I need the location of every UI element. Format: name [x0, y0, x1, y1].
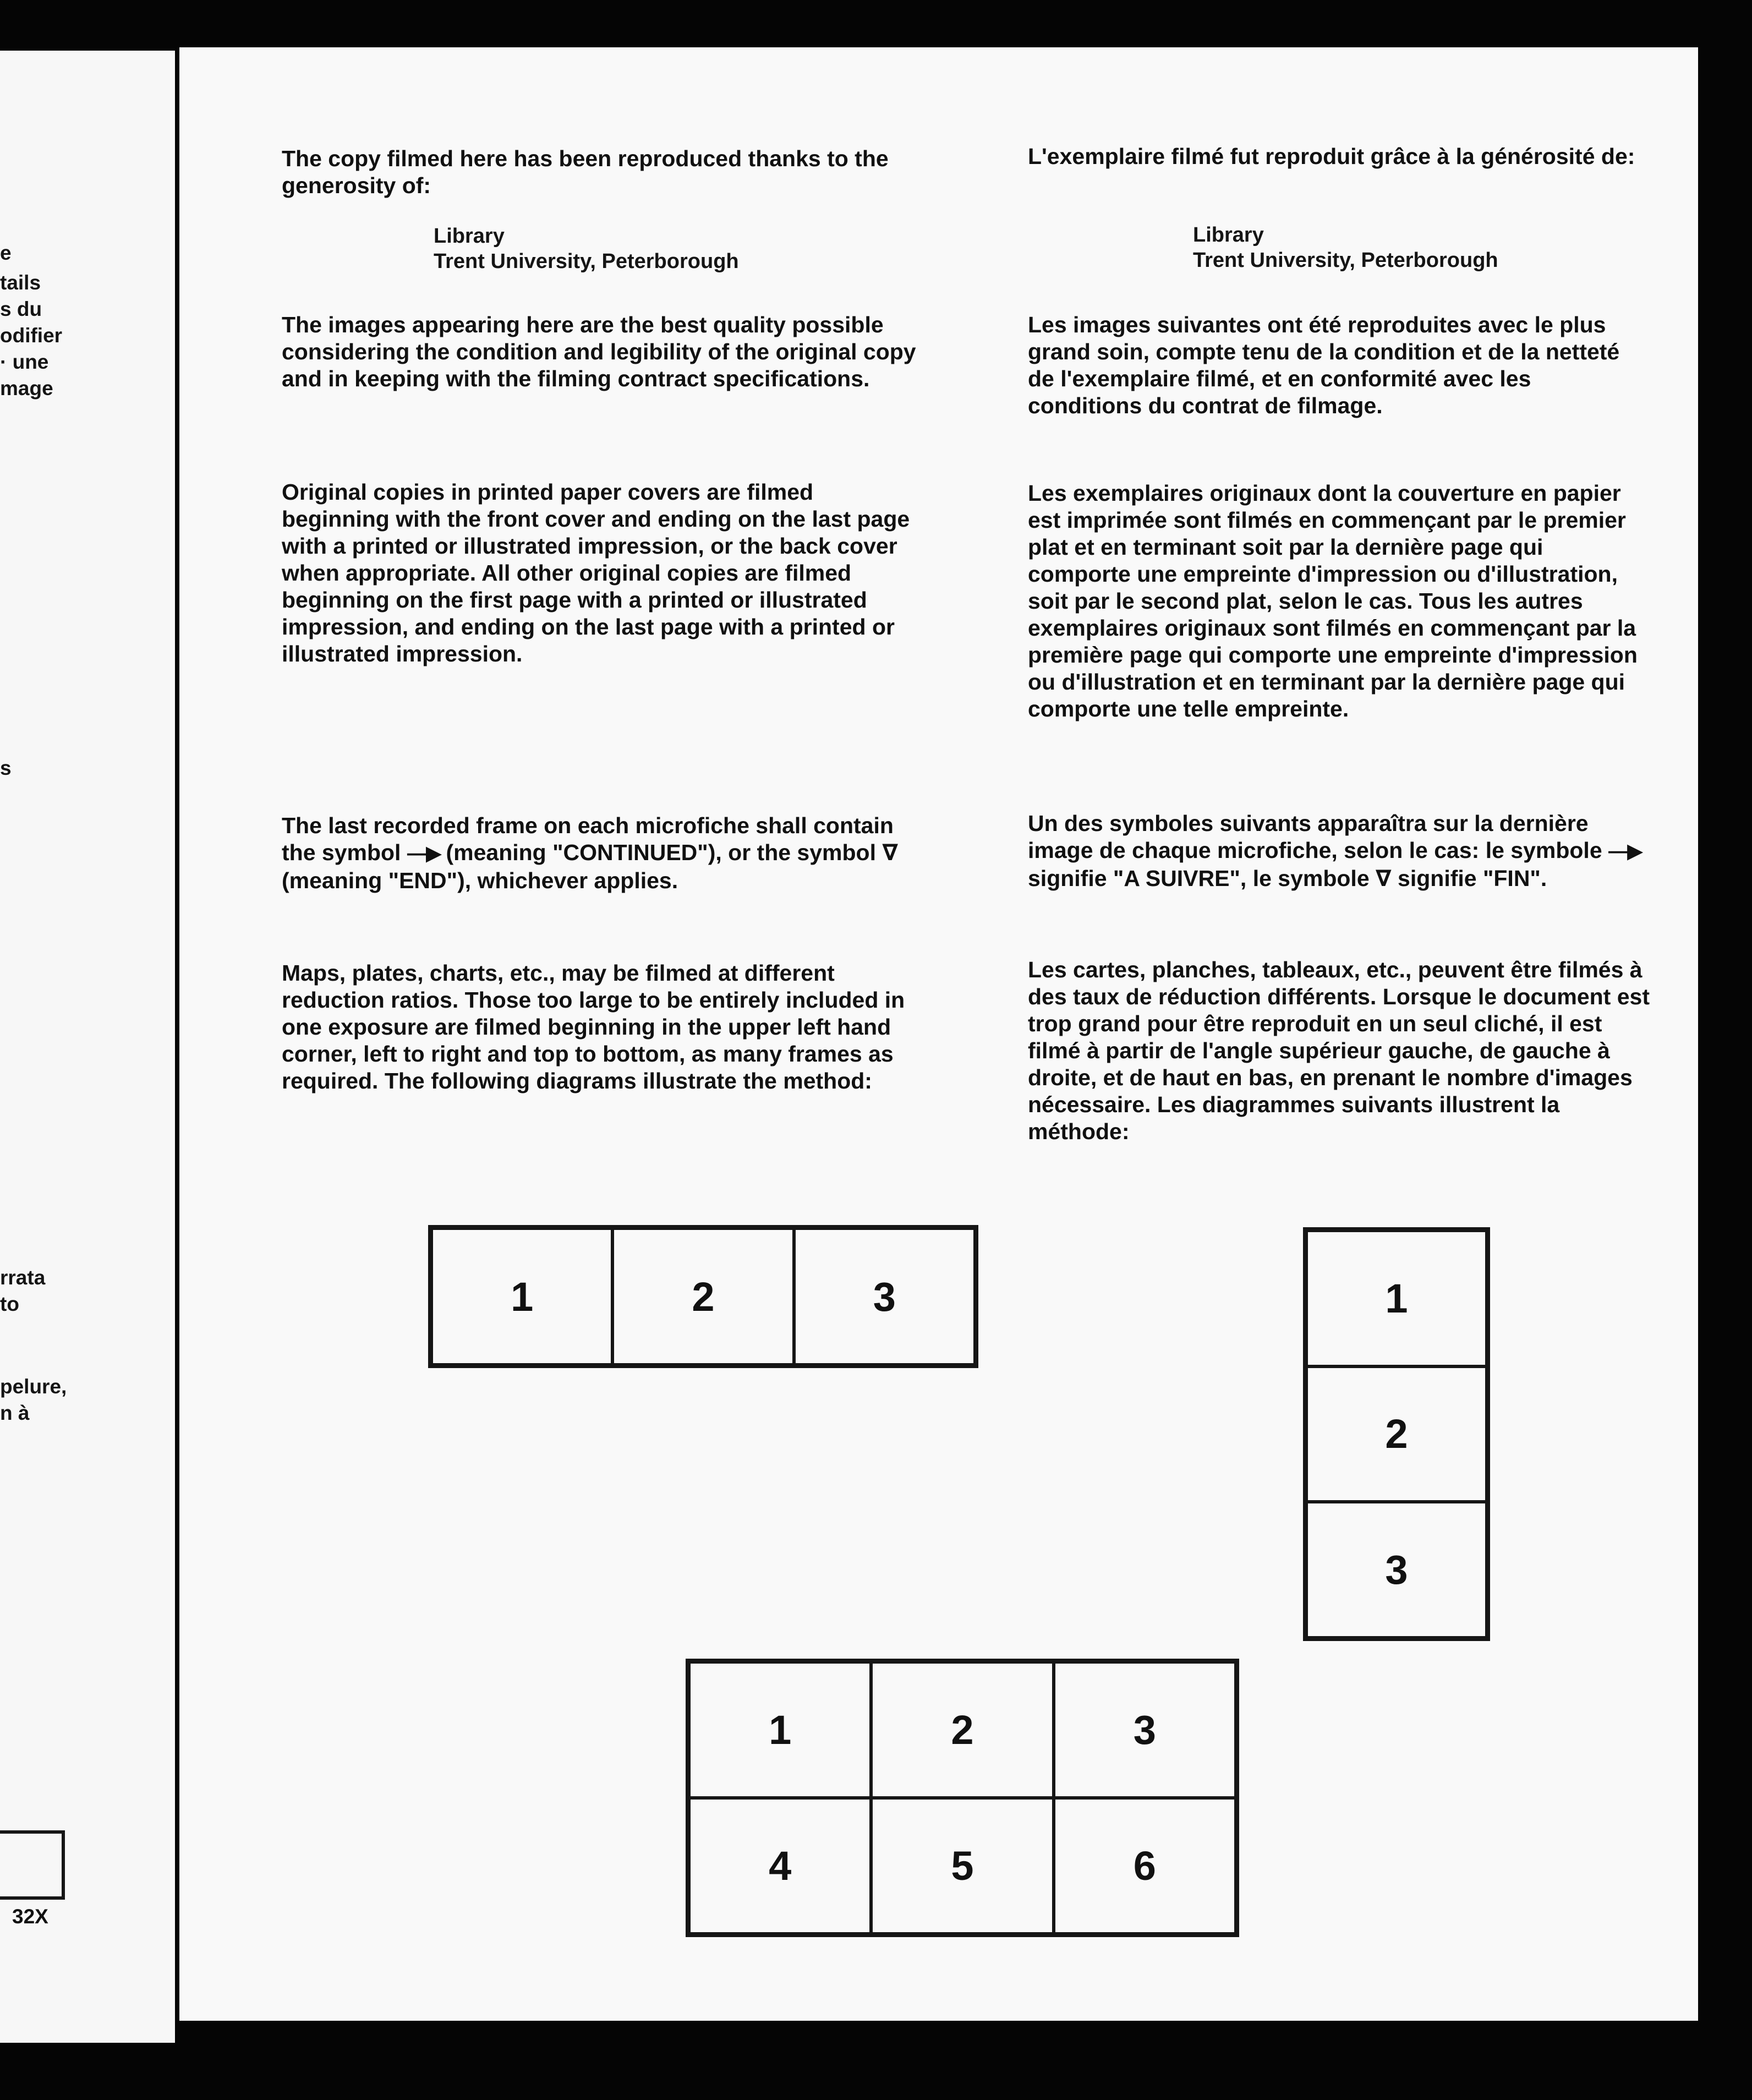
library-name: Library	[1193, 223, 1264, 247]
symbol-text-1: Un des symboles suivants apparaîtra sur la dernière image de chaque microfiche, selon le cas: le symbole	[1028, 811, 1602, 863]
frame-cell: 1	[1306, 1231, 1487, 1366]
frame-cell: 2	[1306, 1366, 1487, 1502]
french-covers: Les exemplaires originaux dont la couverture en papier est imprimée sont filmés en commençant par le premier plat et en terminant soit par la dernière page qui comporte une empreinte d'impression ou d'illustration, soit par le second plat, selon le cas. Tous les autres exemplaires originaux sont filmés en commençant par la première page qui comporte une empreinte d'impression ou d'illustration et en terminant par la dernière page qui comporte une telle empreinte.	[1028, 480, 1638, 721]
symbol-text-1: The last recorded frame on each microfiche shall contain the symbol	[282, 813, 894, 865]
symbol-text-2: signifie "A SUIVRE", le symbole	[1028, 866, 1370, 891]
vertical-frame-diagram	[1303, 1227, 1490, 1641]
english-covers: Original copies in printed paper covers are filmed beginning with the front cover and ending on the last page with a printed or illustrated impression, or the back cover when appropriate. All other original copies are filmed beginning on the first page with a printed or illustrated impression, and ending on the last page with a printed or illustrated impression.	[282, 479, 910, 666]
english-quality: The images appearing here are the best quality possible considering the condition and legibility of the original copy and in keeping with the filming contract specifications.	[282, 312, 916, 391]
previous-page-edge	[0, 51, 175, 2043]
library-name: Library	[434, 225, 505, 248]
edge-fragment: mage	[0, 377, 53, 400]
edge-fragment: tails	[0, 271, 41, 294]
french-quality: Les images suivantes ont été reproduites avec le plus grand soin, compte tenu de la condition et de la netteté de l'exemplaire filmé, et en conformité avec les conditions du contrat de filmage.	[1028, 312, 1620, 418]
symbol-text-3: (meaning "END"), whichever applies.	[282, 868, 678, 893]
edge-fragment: rrata	[0, 1266, 46, 1289]
continued-arrow-icon: —▶	[407, 842, 440, 865]
edge-fragment: to	[0, 1293, 19, 1315]
english-library	[434, 223, 739, 274]
frame-cell: 3	[794, 1228, 975, 1365]
grid-frame-diagram	[686, 1659, 1239, 1937]
french-intro: L'exemplaire filmé fut reproduit grâce à la générosité de:	[1028, 144, 1635, 169]
french-symbols	[1028, 810, 1650, 892]
french-maps: Les cartes, planches, tableaux, etc., peuvent être filmés à des taux de réduction différents. Lorsque le document est trop grand pour être reproduit en un seul cliché, il est filmé à partir de l'angle supérieur gauche, de gauche à droite, et de haut en bas, en prenant le nombre d'images nécessaire. Les diagrammes suivants illustrent la méthode:	[1028, 957, 1650, 1144]
frame-cell: 3	[1054, 1662, 1236, 1798]
english-maps: Maps, plates, charts, etc., may be filmed at different reduction ratios. Those too large to be entirely included in one exposure are filmed beginning in the upper left hand corner, left to right and top to bottom, as many frames as required. The following diagrams illustrate the method:	[282, 960, 905, 1093]
edge-fragment: e	[0, 242, 12, 264]
english-symbols	[282, 812, 920, 894]
english-intro: The copy filmed here has been reproduced thanks to the generosity of:	[282, 146, 889, 198]
end-triangle-icon: ∇	[1376, 866, 1392, 891]
horizontal-frame-diagram	[428, 1225, 978, 1368]
library-institution: Trent University, Peterborough	[1193, 249, 1498, 272]
frame-cell: 2	[871, 1662, 1053, 1798]
frame-cell: 1	[689, 1662, 871, 1798]
edge-fragment: pelure,	[0, 1375, 67, 1398]
reduction-label: 32X	[12, 1905, 48, 1928]
edge-fragment: n à	[0, 1402, 30, 1424]
symbol-text-3: signifie "FIN".	[1398, 866, 1547, 891]
continued-arrow-icon: —▶	[1608, 840, 1641, 863]
edge-fragment: s du	[0, 298, 42, 320]
end-triangle-icon: ∇	[882, 840, 898, 865]
edge-fragment: · une	[0, 351, 49, 373]
resolution-target-box	[0, 1830, 65, 1900]
library-institution: Trent University, Peterborough	[434, 250, 739, 273]
symbol-text-2: (meaning "CONTINUED"), or the symbol	[446, 840, 876, 865]
edge-fragment: s	[0, 757, 12, 779]
frame-cell: 3	[1306, 1502, 1487, 1638]
french-library	[1193, 222, 1498, 273]
frame-cell: 5	[871, 1798, 1053, 1934]
frame-cell: 2	[612, 1228, 793, 1365]
frame-cell: 1	[431, 1228, 612, 1365]
edge-fragment: odifier	[0, 324, 63, 347]
frame-cell: 4	[689, 1798, 871, 1934]
frame-cell: 6	[1054, 1798, 1236, 1934]
